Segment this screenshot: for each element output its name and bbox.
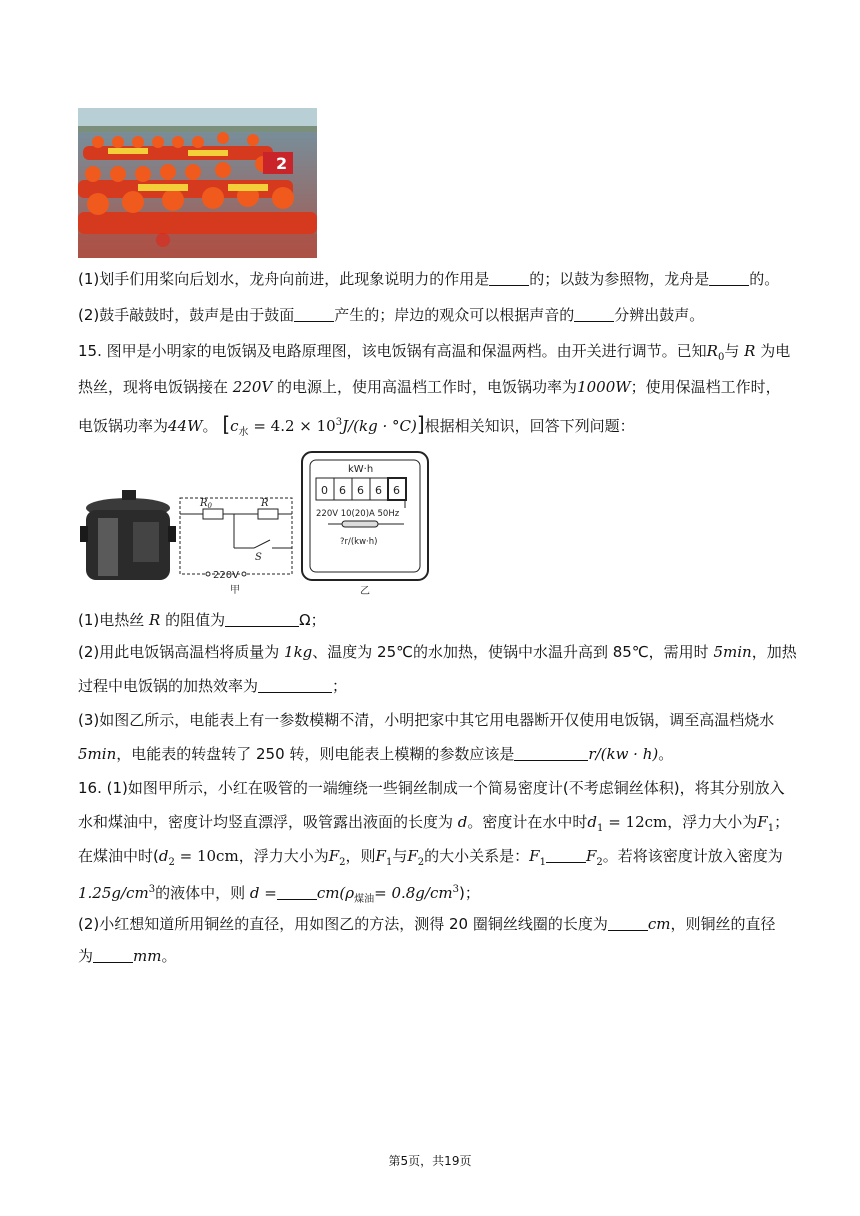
meter-rate: ?r/(kw·h) bbox=[340, 537, 378, 547]
q15-figures bbox=[78, 448, 438, 600]
q16-sub2: (2)小红想知道所用铜丝的直径，用如图乙的方法，测得 20 圈铜丝线圈的长度为 cm，则铜丝的直径 bbox=[78, 915, 776, 933]
answer-blank[interactable] bbox=[709, 269, 749, 286]
answer-blank[interactable] bbox=[258, 676, 332, 693]
q14-sub1: (1)划手们用桨向后划水，龙舟向前进，此现象说明力的作用是 的；以鼓为参照物，龙舟是 的。 bbox=[78, 270, 780, 288]
answer-blank[interactable] bbox=[514, 744, 588, 761]
answer-blank[interactable] bbox=[294, 305, 334, 322]
q15-sub3: (3)如图乙所示，电能表上有一参数模糊不清，小明把家中其它用电器断开仅使用电饭锅，调至高温档烧水 bbox=[78, 711, 775, 729]
q16-line1: 16. (1)如图甲所示，小红在吸管的一端缠绕一些铜丝制成一个简易密度计(不考虑铜丝体积)，将其分别放入 bbox=[78, 779, 785, 797]
rice-cooker-image bbox=[80, 490, 176, 580]
q16-line3: 在煤油中时($d_2 = 10cm$，浮力大小为$F_2$，则$F_1$与$F_2$的大小关系是：$F_1$ $F_2$。若将该密度计放入密度为 bbox=[78, 847, 783, 868]
circuit-r0-label: $R_0$ bbox=[200, 498, 212, 510]
q16-sub2-cont: 为 mm。 bbox=[78, 947, 177, 965]
q15-line2: 热丝，现将电饭锅接在 220V 的电源上，使用高温档工作时，电饭锅功率为1000W；使用保温档工作时， bbox=[78, 378, 781, 396]
q15-line1: 15. 图甲是小明家的电饭锅及电路原理图，该电饭锅有高温和保温两档。由开关进行调节。已知$R_0$与 R 为电 bbox=[78, 342, 791, 363]
answer-blank[interactable] bbox=[225, 610, 299, 627]
meter-unit: kW·h bbox=[348, 464, 374, 475]
q16-line2: 水和煤油中，密度计均竖直漂浮，吸管露出液面的长度为 d。密度计在水中时$d_1 = 12cm$，浮力大小为$F_1$； bbox=[78, 813, 790, 834]
meter-digit: 0 bbox=[321, 484, 328, 497]
q15-line3: 电饭锅功率为44W。 $[c_水 = 4.2 \times 10^3J/(kg \cdot ^\circ C)]$根据相关知识，回答下列问题： bbox=[78, 412, 635, 438]
dragon-boat-photo bbox=[78, 108, 317, 258]
answer-blank[interactable] bbox=[546, 846, 586, 863]
figure-label-jia: 甲 bbox=[230, 585, 240, 596]
answer-blank[interactable] bbox=[574, 305, 614, 322]
circuit-voltage-label: 220V bbox=[213, 570, 239, 581]
answer-blank[interactable] bbox=[93, 946, 133, 963]
boat-number: 2 bbox=[276, 154, 288, 173]
q14-sub2: (2)鼓手敲鼓时，鼓声是由于鼓面 产生的；岸边的观众可以根据声音的 分辨出鼓声。 bbox=[78, 306, 705, 324]
circuit-diagram bbox=[180, 498, 292, 576]
q15-sub2-cont: 过程中电饭锅的加热效率为 ； bbox=[78, 677, 348, 695]
q15-sub3-cont: 5min，电能表的转盘转了 250 转，则电能表上模糊的参数应该是 r/(kw · h)。 bbox=[78, 745, 674, 763]
meter-digit: 6 bbox=[339, 484, 346, 497]
q16-line4: $1.25g/cm^3$的液体中，则 $d = cm(\rho_{煤油}= 0.8g/cm^3)$； bbox=[78, 884, 480, 905]
figure-label-yi: 乙 bbox=[360, 586, 370, 597]
meter-digit: 6 bbox=[375, 484, 382, 497]
q15-sub2: (2)用此电饭锅高温档将质量为 1kg、温度为 25℃的水加热，使锅中水温升高到 85℃，需用时 5min，加热 bbox=[78, 643, 797, 661]
meter-spec: 220V 10(20)A 50Hz bbox=[316, 509, 400, 519]
answer-blank[interactable] bbox=[608, 914, 648, 931]
q15-sub1: (1)电热丝 R 的阻值为 Ω； bbox=[78, 611, 326, 629]
page-footer: 第5页，共19页 bbox=[388, 1154, 472, 1168]
answer-blank[interactable] bbox=[277, 883, 317, 900]
answer-blank[interactable] bbox=[489, 269, 529, 286]
circuit-switch-label: S bbox=[255, 552, 262, 563]
meter-digit: 6 bbox=[393, 484, 400, 497]
meter-digit: 6 bbox=[357, 484, 364, 497]
circuit-r-label: R bbox=[261, 498, 269, 509]
